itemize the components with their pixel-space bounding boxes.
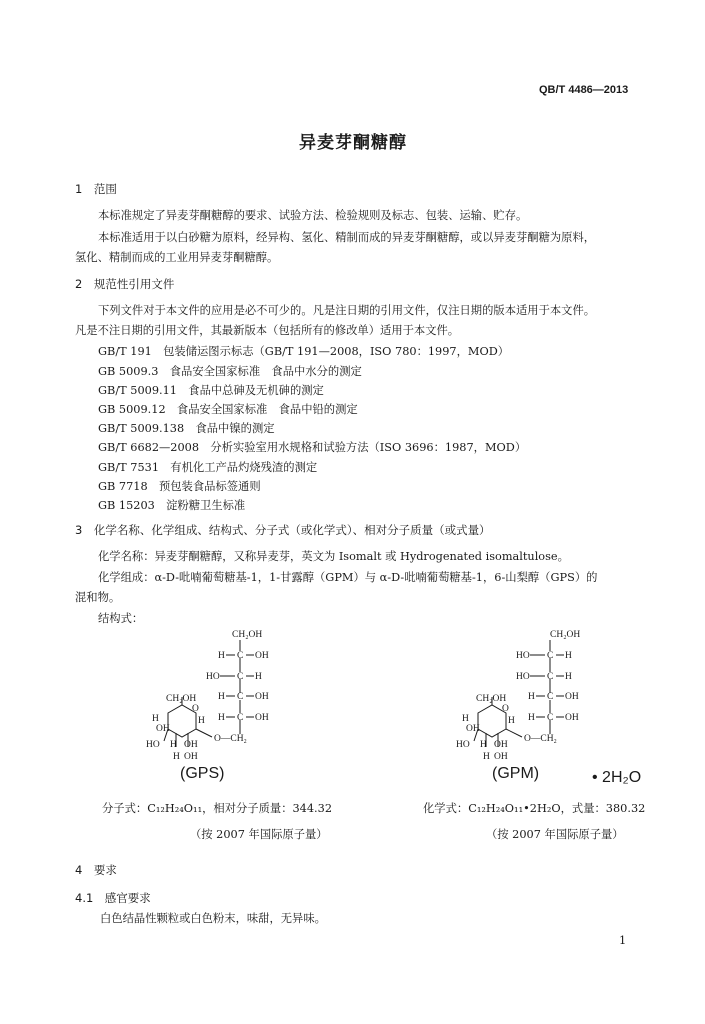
section-3-chemical-name: 化学名称：异麦芽酮糖醇，又称异麦芽，英文为 Isomalt 或 Hydrogenated isomaltulose。 <box>98 550 569 563</box>
chem-label: OH <box>494 740 508 750</box>
chem-label: C <box>237 672 244 682</box>
chem-label: HO <box>516 672 530 682</box>
chem-label: O <box>192 704 199 714</box>
gps-label: (GPS) <box>180 765 225 782</box>
chem-label: OH <box>565 713 579 723</box>
chem-label: H <box>528 713 535 723</box>
chem-label: H <box>565 672 572 682</box>
chem-label: C <box>547 651 554 661</box>
chem-label: O—CH₂ <box>524 734 557 744</box>
section-2-paragraph-line-1: 下列文件对于本文件的应用是必不可少的。凡是注日期的引用文件，仅注日期的版本适用于本文件。 <box>98 304 596 317</box>
section-1-paragraph-1: 本标准规定了异麦芽酮糖醇的要求、试验方法、检验规则及标志、包装、运输、贮存。 <box>98 209 528 222</box>
section-3-composition-line-1: 化学组成：α-D-吡喃葡萄糖基-1，1-甘露醇（GPM）与 α-D-吡喃葡萄糖基-1，6-山梨醇（GPS）的 <box>98 571 598 584</box>
section-2-paragraph-line-2: 凡是不注日期的引用文件，其最新版本（包括所有的修改单）适用于本文件。 <box>75 324 460 337</box>
page-title: 异麦芽酮糖醇 <box>299 133 407 153</box>
chem-label: OH <box>156 724 170 734</box>
chem-label: H <box>255 672 262 682</box>
chem-label: HO <box>206 672 220 682</box>
reference-item: GB 5009.12 食品安全国家标准 食品中铅的测定 <box>98 403 358 416</box>
chem-label: OH <box>184 752 198 762</box>
chem-label: C <box>547 713 554 723</box>
chem-label: OH <box>494 752 508 762</box>
reference-item: GB 7718 预包装食品标签通则 <box>98 480 261 493</box>
reference-item: GB 15203 淀粉糖卫生标准 <box>98 499 246 512</box>
chem-label: C <box>237 692 244 702</box>
sensory-requirement-text: 白色结晶性颗粒或白色粉末，味甜，无异味。 <box>100 912 326 925</box>
chem-label: OH <box>184 740 198 750</box>
chem-label: OH <box>255 692 269 702</box>
chem-label: H <box>218 692 225 702</box>
chem-label: H <box>198 716 205 726</box>
reference-item: GB/T 5009.11 食品中总砷及无机砷的测定 <box>98 384 324 397</box>
chem-label: OH <box>255 651 269 661</box>
formula-gps: 分子式：C₁₂H₂₄O₁₁，相对分子质量：344.32 <box>102 802 333 815</box>
chem-label: H <box>508 716 515 726</box>
section-1-paragraph-2-line-2: 氢化、精制而成的工业用异麦芽酮糖醇。 <box>75 251 279 264</box>
reference-item: GB/T 191 包装储运图示标志（GB/T 191—2008，ISO 780：1997，MOD） <box>98 345 510 358</box>
section-3-heading: 3 化学名称、化学组成、结构式、分子式（或化学式）、相对分子质量（或式量） <box>75 523 491 537</box>
chem-label: H <box>170 740 177 750</box>
reference-item: GB/T 7531 有机化工产品灼烧残渣的测定 <box>98 461 318 474</box>
chem-label: H <box>528 692 535 702</box>
chem-label: H <box>483 752 490 762</box>
reference-item: GB/T 6682—2008 分析实验室用水规格和试验方法（ISO 3696：1987，MOD） <box>98 441 527 454</box>
chem-label: H <box>173 752 180 762</box>
atomic-weight-note-left: （按 2007 年国际原子量） <box>190 828 328 841</box>
chem-label: C <box>547 692 554 702</box>
chem-label: O—CH₂ <box>214 734 247 744</box>
section-3-structure-label: 结构式： <box>98 612 144 625</box>
chem-label: OH <box>565 692 579 702</box>
reference-item: GB/T 5009.138 食品中镍的测定 <box>98 422 275 435</box>
section-4-1-heading: 4.1 感官要求 <box>75 891 151 905</box>
section-1-paragraph-2-line-1: 本标准适用于以白砂糖为原料，经异构、氢化、精制而成的异麦芽酮糖醇，或以异麦芽酮糖为原料， <box>98 231 596 244</box>
chem-label: HO <box>456 740 470 750</box>
section-2-heading: 2 规范性引用文件 <box>75 277 175 291</box>
chem-label: CH₂OH <box>166 694 197 704</box>
chem-label: C <box>237 651 244 661</box>
section-1-heading: 1 范围 <box>75 182 117 196</box>
chem-label: HO <box>146 740 160 750</box>
chem-label: H <box>480 740 487 750</box>
reference-item: GB 5009.3 食品安全国家标准 食品中水分的测定 <box>98 365 362 378</box>
standard-code: QB/T 4486—2013 <box>539 84 629 96</box>
chem-label: CH₂OH <box>476 694 507 704</box>
formula-gpm: 化学式：C₁₂H₂₄O₁₁•2H₂O，式量：380.32 <box>423 802 646 815</box>
page-number: 1 <box>619 934 627 947</box>
chem-label: OH <box>466 724 480 734</box>
chem-label: C <box>547 672 554 682</box>
gps-structure-diagram <box>140 625 290 765</box>
water-of-crystallization: • 2H₂O <box>592 769 642 786</box>
chem-label: H <box>462 714 469 724</box>
gpm-structure-diagram <box>450 625 600 765</box>
gpm-label: (GPM) <box>492 765 540 782</box>
section-3-composition-line-2: 混和物。 <box>75 591 121 604</box>
atomic-weight-note-right: （按 2007 年国际原子量） <box>486 828 624 841</box>
chem-label: HO <box>516 651 530 661</box>
chem-label: H <box>218 651 225 661</box>
chem-label: H <box>152 714 159 724</box>
chem-label: H <box>218 713 225 723</box>
chem-label: H <box>565 651 572 661</box>
chem-label: CH₂OH <box>550 630 581 640</box>
section-4-heading: 4 要求 <box>75 863 117 877</box>
chem-label: O <box>502 704 509 714</box>
chem-label: OH <box>255 713 269 723</box>
chem-label: CH₂OH <box>232 630 263 640</box>
chem-label: C <box>237 713 244 723</box>
